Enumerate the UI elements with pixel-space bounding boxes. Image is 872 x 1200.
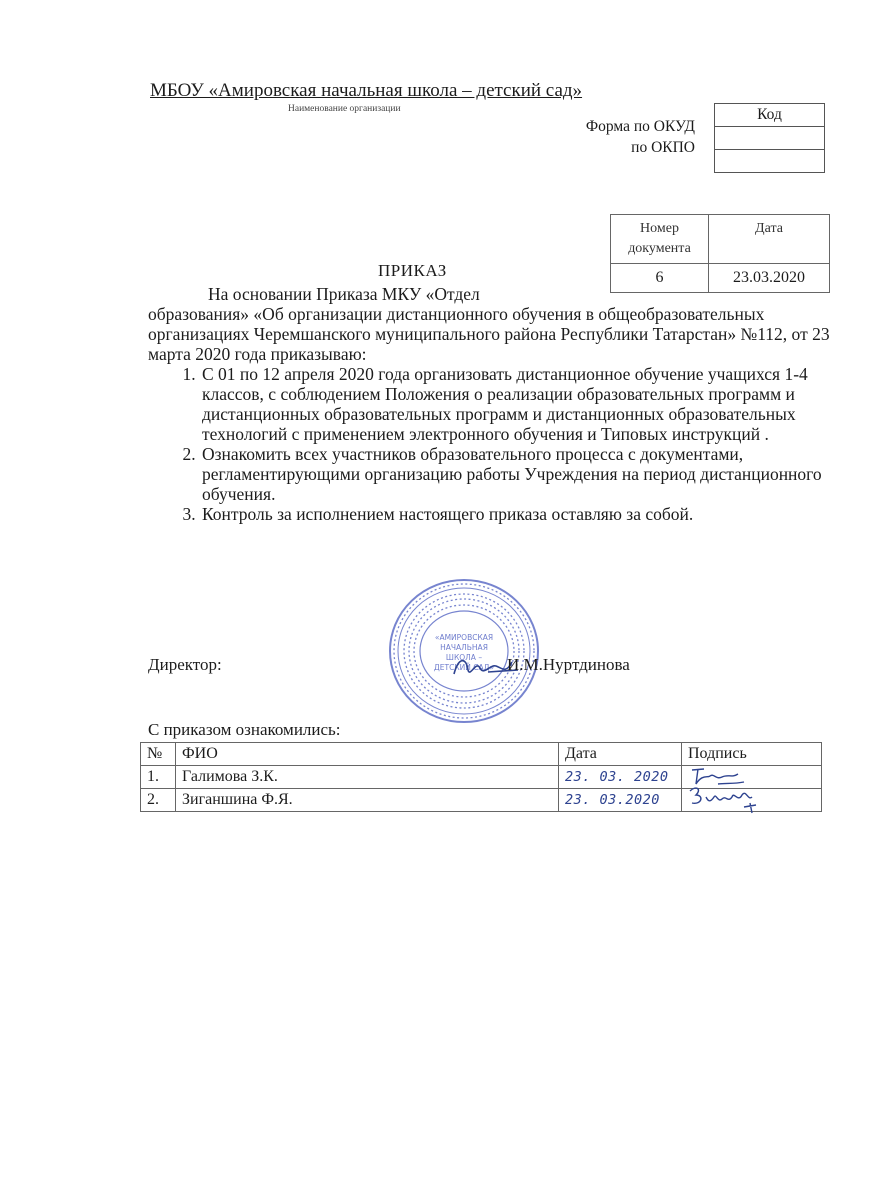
okpo-label: по ОКПО xyxy=(631,139,695,156)
preamble-first-line: На основании Приказа МКУ «Отдел xyxy=(208,284,480,304)
code-table xyxy=(714,103,825,173)
order-item: 2. Ознакомить всех участников образовательного процесса с документами, регламентирующими организацию работы Учреждения на период дистанционного обучения. xyxy=(200,444,838,504)
row-number: 1. xyxy=(141,766,176,789)
doc-date-header: Дата xyxy=(709,215,830,264)
doc-date-value: 23.03.2020 xyxy=(709,264,830,293)
seal-text-line: НАЧАЛЬНАЯ xyxy=(440,643,488,652)
seal-text-line: «АМИРОВСКАЯ xyxy=(434,633,494,642)
col-number-header: № xyxy=(141,743,176,766)
acknowledgement-table xyxy=(140,742,822,812)
handwritten-date: 23. 03. 2020 xyxy=(565,769,669,785)
row-name: Галимова З.К. xyxy=(176,766,559,789)
row-number: 2. xyxy=(141,789,176,812)
doc-number-value: 6 xyxy=(611,264,709,293)
form-code-labels xyxy=(540,116,695,158)
row-signature xyxy=(682,789,822,812)
row-date xyxy=(559,789,682,812)
seal-text-line: ДЕТСКИЙ САД» xyxy=(433,663,495,672)
order-item: 1. С 01 по 12 апреля 2020 года организовать дистанционное обучение учащихся 1-4 классов, с соблюдением Положения о реализации образовательных программ и дистанционных образовательных программ и дистанционных образовательных технологий с применением электронного обучения и Типовых инструкций . xyxy=(200,364,838,444)
document-title: ПРИКАЗ xyxy=(378,261,447,280)
code-header: Код xyxy=(715,104,825,127)
col-date-header: Дата xyxy=(559,743,682,766)
table-header-row xyxy=(141,743,822,766)
order-body xyxy=(148,284,838,524)
handwritten-signature xyxy=(686,781,762,815)
organization-name: МБОУ «Амировская начальная школа – детский сад» xyxy=(150,80,583,101)
okud-label: Форма по ОКУД xyxy=(585,118,695,135)
col-signature-header: Подпись xyxy=(682,743,822,766)
okud-code-cell xyxy=(715,127,825,150)
document-number-table xyxy=(610,214,830,293)
order-item: 3. Контроль за исполнением настоящего приказа оставляю за собой. xyxy=(200,504,838,524)
row-date xyxy=(559,766,682,789)
table-row xyxy=(141,789,822,812)
seal-text-line: ШКОЛА – xyxy=(445,653,483,662)
director-name: И.М.Нуртдинова xyxy=(507,655,630,674)
handwritten-date: 23. 03.2020 xyxy=(565,792,660,808)
acknowledgement-label: С приказом ознакомились: xyxy=(148,720,341,739)
organization-caption: Наименование организации xyxy=(288,104,401,114)
order-items xyxy=(148,364,838,524)
col-name-header: ФИО xyxy=(176,743,559,766)
okpo-code-cell xyxy=(715,150,825,173)
preamble-text: образования» «Об организации дистанционного обучения в общеобразовательных организациях Черемшанского муниципального района Республики Татарстан» №112, от 23 марта 2020 года приказываю: xyxy=(148,304,830,364)
director-label: Директор: xyxy=(148,655,222,674)
row-name: Зиганшина Ф.Я. xyxy=(176,789,559,812)
doc-number-header: Номер документа xyxy=(611,215,709,264)
